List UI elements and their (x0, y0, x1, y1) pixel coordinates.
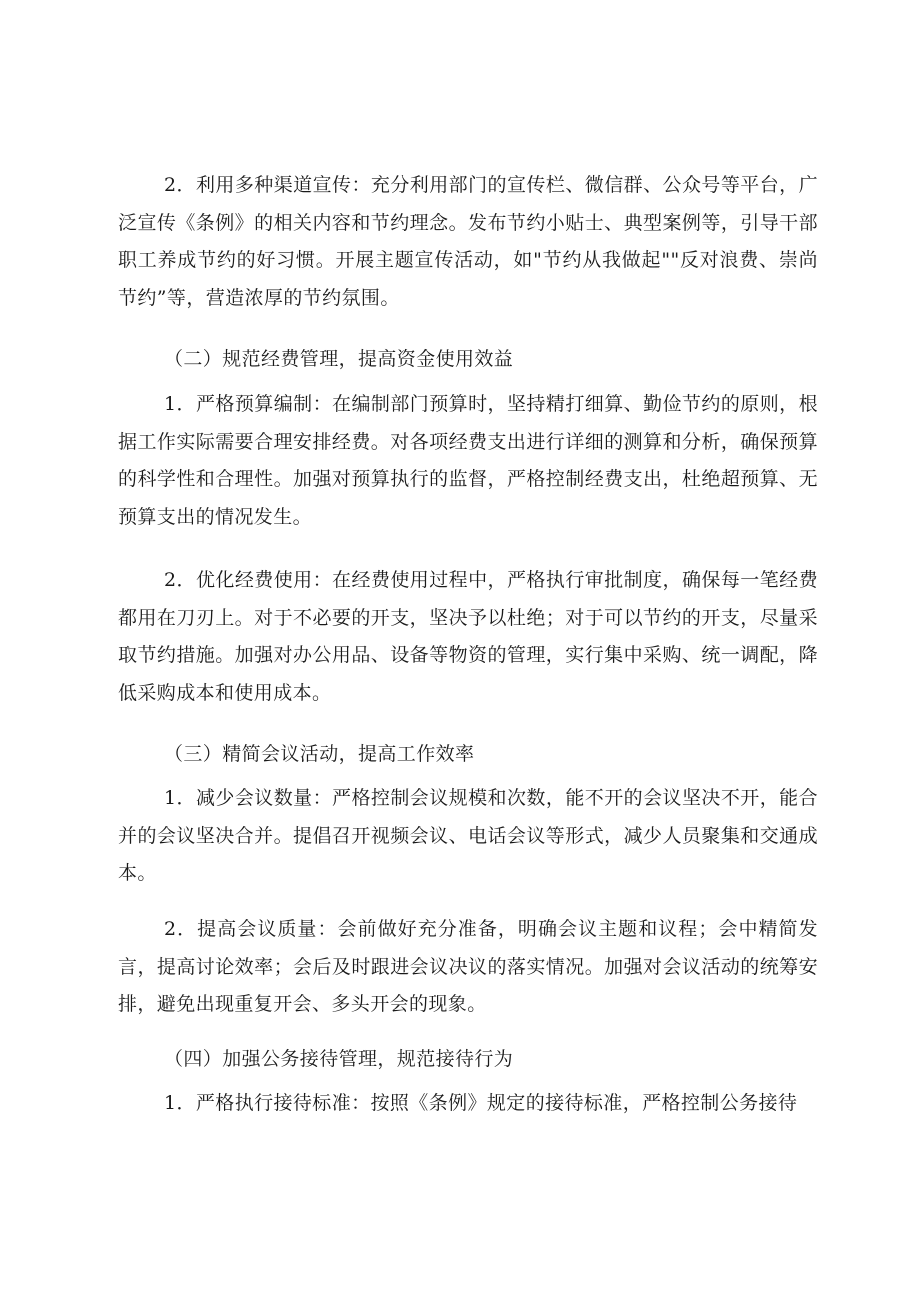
paragraph-publicity-channels: 2．利用多种渠道宣传：充分利用部门的宣传栏、微信群、公众号等平台，广泛宣传《条例》的相关内容和节约理念。发布节约小贴士、典型案例等，引导干部职工养成节约的好习惯。开展主题宣传活动，如"节约从我做起""反对浪费、崇尚节约”等，营造浓厚的节约氛围。 (118, 174, 818, 309)
section-heading-funding: （二）规范经费管理，提高资金使用效益 (164, 348, 514, 370)
section-heading-meetings: （三）精简会议活动，提高工作效率 (164, 743, 475, 765)
paragraph-meeting-quality: 2．提高会议质量：会前做好充分准备，明确会议主题和议程；会中精简发言，提高讨论效率；会后及时跟进会议决议的落实情况。加强对会议活动的统筹安排，避免出现重复开会、多头开会的现象。 (118, 918, 818, 1015)
section-heading-reception: （四）加强公务接待管理，规范接待行为 (164, 1048, 514, 1070)
paragraph-budget: 1．严格预算编制：在编制部门预算时，坚持精打细算、勤俭节约的原则，根据工作实际需要合理安排经费。对各项经费支出进行详细的测算和分析，确保预算的科学性和合理性。加强对预算执行的监督，严格控制经费支出，杜绝超预算、无预算支出的情况发生。 (118, 393, 818, 528)
paragraph-expense-use: 2．优化经费使用：在经费使用过程中，严格执行审批制度，确保每一笔经费都用在刀刃上。对于不必要的开支，坚决予以杜绝；对于可以节约的开支，尽量采取节约措施。加强对办公用品、设备等物资的管理，实行集中采购、统一调配，降低采购成本和使用成本。 (118, 569, 818, 704)
paragraph-meeting-count: 1．减少会议数量：严格控制会议规模和次数，能不开的会议坚决不开，能合并的会议坚决合并。提倡召开视频会议、电话会议等形式，减少人员聚集和交通成本。 (118, 787, 818, 884)
paragraph-reception-standard: 1．严格执行接待标准：按照《条例》规定的接待标准，严格控制公务接待 (164, 1092, 798, 1114)
